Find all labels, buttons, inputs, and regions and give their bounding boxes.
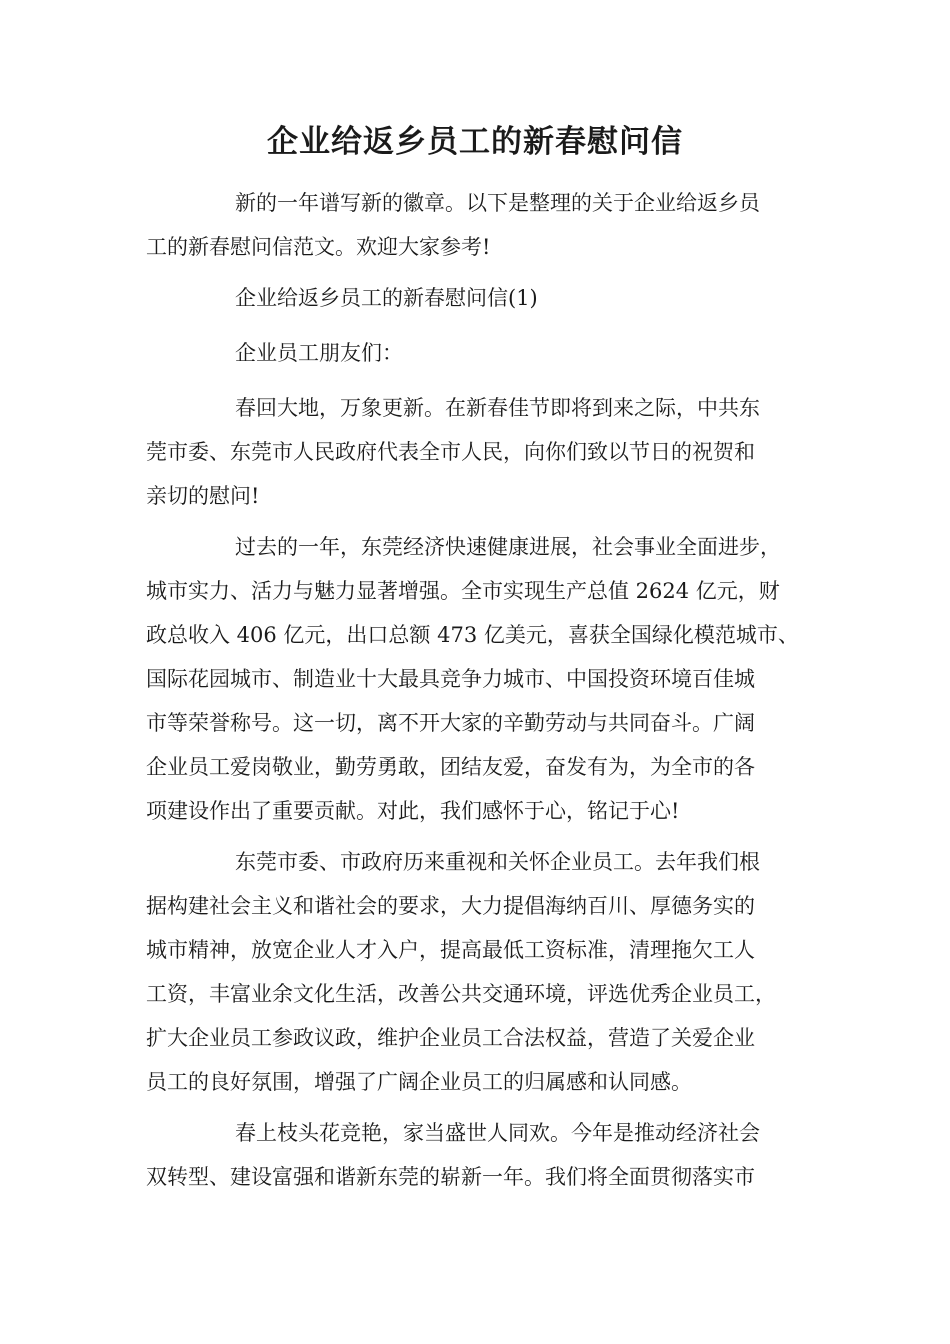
document-body — [146, 181, 818, 1206]
text-line: 员工的良好氛围，增强了广阔企业员工的归属感和认同感。 — [146, 1070, 692, 1094]
text-line: 城市精神，放宽企业人才入户，提高最低工资标准，清理拖欠工人 — [146, 938, 755, 962]
text-line: 莞市委、东莞市人民政府代表全市人民，向你们致以节日的祝贺和 — [146, 440, 755, 464]
text-line: 市等荣誉称号。这一切，离不开大家的辛勤劳动与共同奋斗。广阔 — [146, 711, 755, 735]
text-line: 据构建社会主义和谐社会的要求，大力提倡海纳百川、厚德务实的 — [146, 894, 755, 918]
text-line: 春上枝头花竞艳，家当盛世人同欢。今年是推动经济社会 — [235, 1121, 760, 1145]
text-line: 过去的一年，东莞经济快速健康进展，社会事业全面进步， — [235, 535, 781, 559]
text-line: 春回大地，万象更新。在新春佳节即将到来之际，中共东 — [235, 396, 760, 420]
text-line: 工资，丰富业余文化生活，改善公共交通环境，评选优秀企业员工， — [146, 982, 776, 1006]
paragraph-intro — [146, 181, 818, 269]
text-line: 企业员工爱岗敬业，勤劳勇敢，团结友爱，奋发有为，为全市的各 — [146, 755, 755, 779]
text-line: 亲切的慰问! — [146, 484, 260, 508]
text-line: 政总收入 406 亿元，出口总额 473 亿美元，喜获全国绿化模范城市、 — [146, 623, 799, 647]
text-line: 企业给返乡员工的新春慰问信(1) — [235, 286, 538, 310]
paragraph-review — [146, 525, 818, 833]
document-title: 企业给返乡员工的新春慰问信 — [267, 124, 683, 160]
paragraph-outlook — [146, 1111, 818, 1199]
text-line: 东莞市委、市政府历来重视和关怀企业员工。去年我们根 — [235, 850, 760, 874]
text-line: 双转型、建设富强和谐新东莞的崭新一年。我们将全面贯彻落实市 — [146, 1165, 755, 1189]
text-line: 新的一年谱写新的徽章。以下是整理的关于企业给返乡员 — [235, 191, 760, 215]
text-line: 企业员工朋友们： — [235, 341, 403, 365]
text-line: 扩大企业员工参政议政，维护企业员工合法权益，营造了关爱企业 — [146, 1026, 755, 1050]
paragraph-greeting — [146, 386, 818, 518]
paragraph-salutation — [146, 331, 818, 375]
text-line: 项建设作出了重要贡献。对此，我们感怀于心，铭记于心! — [146, 799, 680, 823]
text-line: 国际花园城市、制造业十大最具竞争力城市、中国投资环境百佳城 — [146, 667, 755, 691]
paragraph-subtitle — [146, 276, 818, 320]
text-line: 城市实力、活力与魅力显著增强。全市实现生产总值 2624 亿元，财 — [146, 579, 780, 603]
paragraph-care — [146, 840, 818, 1104]
text-line: 工的新春慰问信范文。欢迎大家参考! — [146, 235, 491, 259]
